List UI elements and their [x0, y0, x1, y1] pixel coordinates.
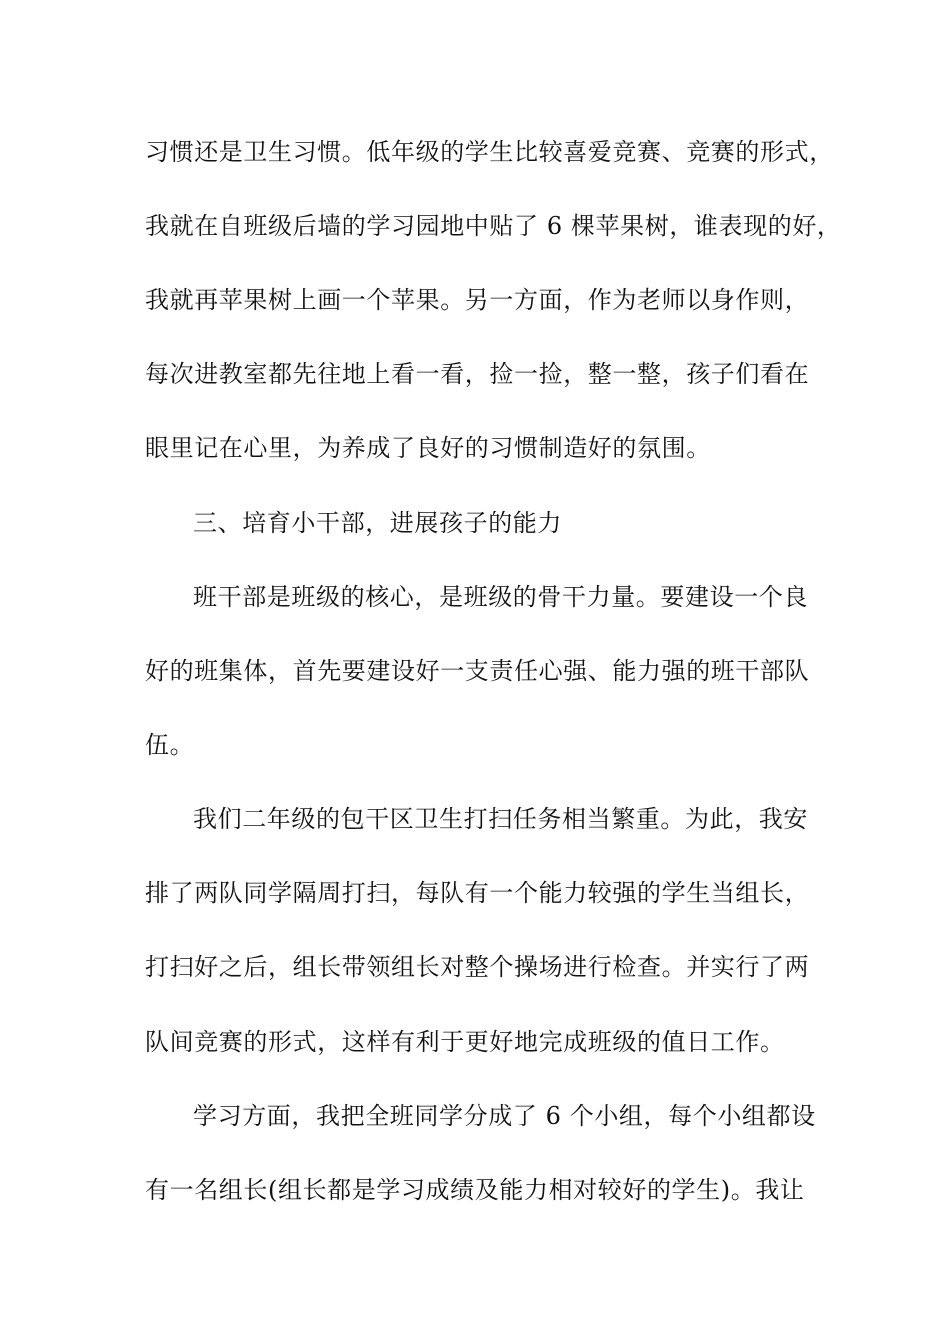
text-line: 好的班集体，首先要建设好一支责任心强、能力强的班干部队 — [145, 657, 810, 685]
text-line: 我就再苹果树上画一个苹果。另一方面，作为老师以身作则， — [145, 286, 810, 314]
text-line: 有一名组长(组长都是学习成绩及能力相对较好的学生)。我让 — [145, 1176, 805, 1204]
section-heading: 三、培育小干部，进展孩子的能力 — [193, 509, 562, 537]
text-line: 每次进教室都先往地上看一看，捡一捡，整一整，孩子们看在 — [145, 360, 810, 388]
text-line: 习惯还是卫生习惯。低年级的学生比较喜爱竞赛、竞赛的形式， — [145, 138, 834, 166]
text-line: 我们二年级的包干区卫生打扫任务相当繁重。为此，我安 — [193, 805, 808, 833]
text-line: 眼里记在心里，为养成了良好的习惯制造好的氛围。 — [145, 434, 711, 462]
text-line: 打扫好之后，组长带领组长对整个操场进行检查。并实行了两 — [145, 953, 810, 981]
text-line: 班干部是班级的核心，是班级的骨干力量。要建设一个良 — [193, 583, 808, 611]
text-line: 我就在自班级后墙的学习园地中贴了 6 棵苹果树，谁表现的好， — [145, 212, 842, 240]
text-line: 队间竞赛的形式，这样有利于更好地完成班级的值日工作。 — [145, 1028, 785, 1056]
text-line: 排了两队同学隔周打扫，每队有一个能力较强的学生当组长， — [145, 879, 810, 907]
text-line: 学习方面，我把全班同学分成了 6 个小组，每个小组都设 — [193, 1102, 816, 1130]
text-line: 伍。 — [145, 731, 195, 759]
